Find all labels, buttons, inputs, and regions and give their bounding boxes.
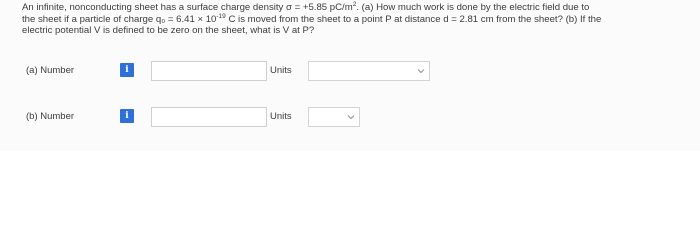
question-line-3: electric potential V is defined to be zero on the sheet, what is V at P?	[22, 25, 315, 37]
part-a-label: (a) Number	[26, 65, 75, 76]
question-line-1-text-a: An infinite, nonconducting sheet has a surface charge density σ = +5.85 pC/m	[22, 2, 353, 13]
question-line-1	[22, 2, 682, 14]
part-b-units-label: Units	[270, 111, 292, 122]
part-b-label: (b) Number	[26, 111, 75, 122]
question-line-2-superscript: -19	[216, 12, 226, 20]
question-line-1-text-b: . (a) How much work is done by the electric field due to	[356, 2, 590, 13]
part-b-number-input[interactable]	[151, 107, 267, 127]
question-line-2-text-a: the sheet if a particle of charge q₀ = 6.41 × 10	[22, 13, 217, 25]
part-a-number-input[interactable]	[151, 61, 267, 81]
part-b-units-select[interactable]	[308, 107, 360, 127]
chevron-down-icon	[347, 113, 355, 121]
question-line-2-text-b: C is moved from the sheet to a point P at distance d = 2.81 cm from the sheet? (b) If the	[225, 13, 602, 25]
question-line-2	[22, 14, 682, 26]
part-a-units-select[interactable]	[308, 61, 430, 81]
chevron-down-icon	[417, 67, 425, 75]
question-text	[22, 2, 682, 37]
info-icon[interactable]: i	[120, 109, 134, 123]
part-a-units-label: Units	[270, 65, 292, 76]
question-line-1-superscript: 2	[352, 0, 357, 8]
info-icon[interactable]: i	[120, 63, 134, 77]
